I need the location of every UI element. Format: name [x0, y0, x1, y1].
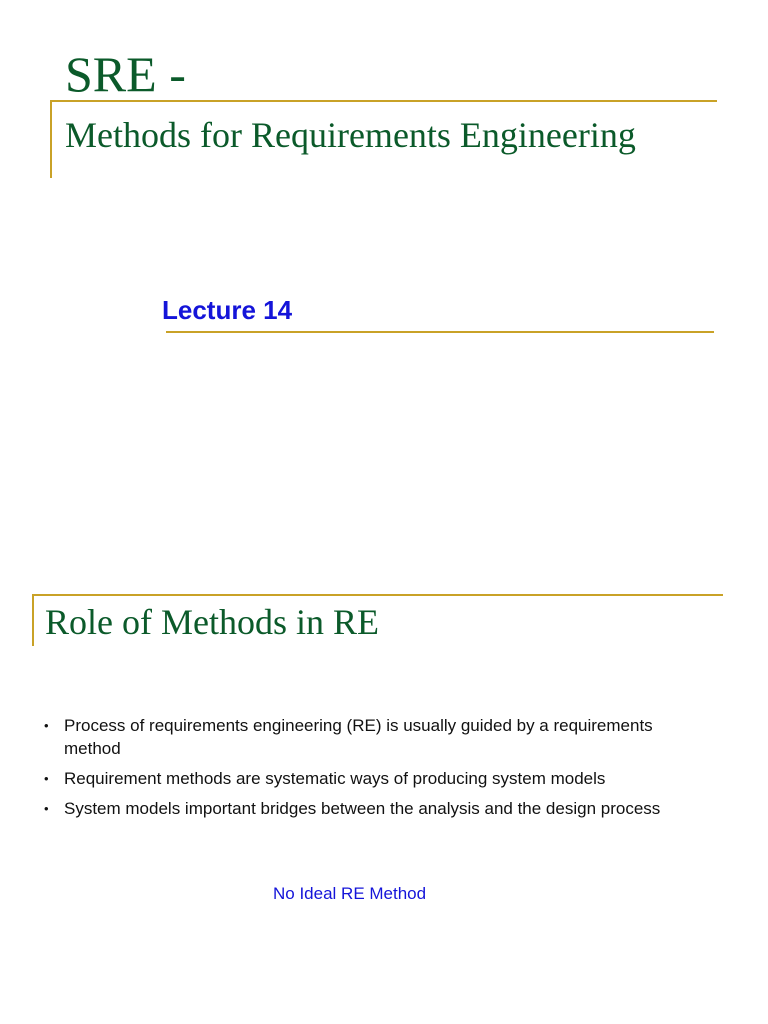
- lecture-underline-rule: [166, 331, 714, 333]
- bullet-item: [44, 767, 684, 790]
- bullet-item: [44, 714, 684, 760]
- bullet-item: [44, 797, 684, 820]
- bullet-text: Requirement methods are systematic ways of producing system models: [64, 769, 606, 788]
- slide2-title: Role of Methods in RE: [45, 602, 379, 642]
- slide2-horizontal-rule: [32, 594, 723, 596]
- bullet-text: System models important bridges between the analysis and the design process: [64, 799, 661, 818]
- bullet-dot-icon: •: [44, 718, 49, 733]
- slide-main-title: SRE -: [65, 46, 186, 102]
- bullet-list: [44, 714, 684, 827]
- slide-role-of-methods: [0, 560, 768, 1024]
- bullet-dot-icon: •: [44, 801, 49, 816]
- slide2-vertical-rule: [32, 594, 34, 646]
- note-text: No Ideal RE Method: [273, 884, 427, 903]
- bullet-text: Process of requirements engineering (RE) is usually guided by a requirements method: [64, 716, 653, 758]
- lecture-label: Lecture 14: [162, 295, 293, 325]
- bullet-dot-icon: •: [44, 771, 49, 786]
- slide-subtitle: Methods for Requirements Engineering: [65, 115, 636, 155]
- title-accent-vertical-rule: [50, 100, 52, 178]
